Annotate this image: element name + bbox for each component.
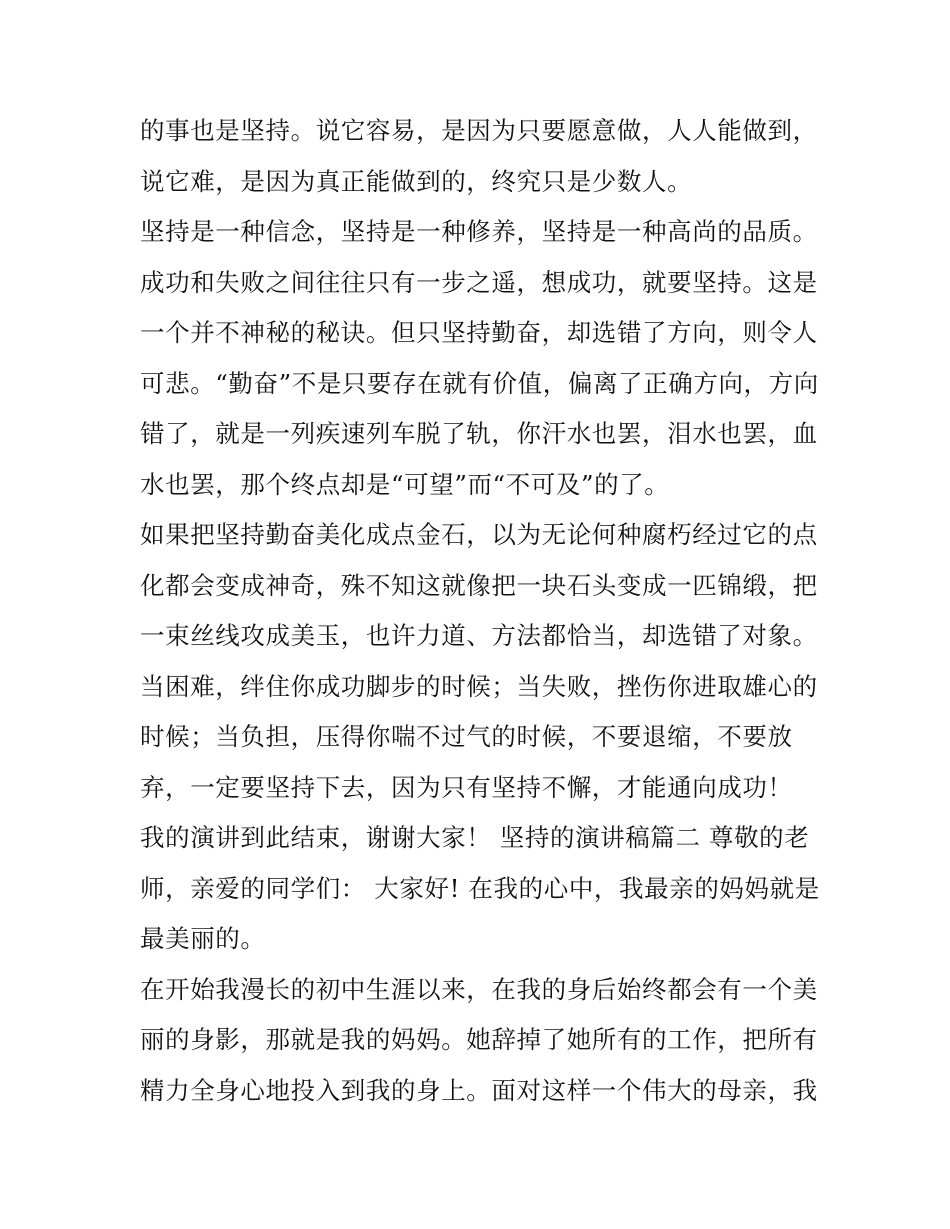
text-line: 可悲。“勤奋”不是只要存在就有价值，偏离了正确方向，方向	[140, 368, 819, 398]
text-line: 水也罢，那个终点却是“可望”而“不可及”的了。	[140, 469, 670, 499]
text-line: 错了，就是一列疾速列车脱了轨，你汗水也罢，泪水也罢，血	[140, 419, 818, 448]
text-line: 在开始我漫长的初中生涯以来，在我的身后始终都会有一个美	[140, 974, 818, 1004]
text-line: 成功和失败之间往往只有一步之遥，想成功，就要坚持。这是	[140, 267, 818, 297]
text-line: 如果把坚持勤奋美化成点金石，以为无论何种腐朽经过它的点	[140, 520, 818, 549]
text-line: 当困难，绊住你成功脚步的时候；当失败，挫伤你进取雄心的	[140, 671, 818, 701]
text-line: 我的演讲到此结束，谢谢大家！ 坚持的演讲稿篇二 尊敬的老	[140, 823, 810, 852]
text-line: 一束丝线攻成美玉，也许力道、方法都恰当，却选错了对象。	[140, 621, 818, 650]
body-text	[140, 106, 820, 1116]
text-line: 弃，一定要坚持下去，因为只有坚持不懈，才能通向成功！	[140, 772, 793, 802]
text-line: 一个并不神秘的秘诀。但只坚持勤奋，却选错了方向，则令人	[140, 318, 818, 347]
text-line: 时候；当负担，压得你喘不过气的时候，不要退缩，不要放	[140, 722, 793, 751]
text-line: 最美丽的。	[140, 924, 266, 953]
text-line: 丽的身影，那就是我的妈妈。她辞掉了她所有的工作，把所有	[140, 1025, 818, 1054]
text-line: 化都会变成神奇，殊不知这就像把一块石头变成一匹锦缎，把	[140, 570, 818, 600]
text-line: 的事也是坚持。说它容易，是因为只要愿意做，人人能做到，	[140, 116, 818, 145]
text-line: 师，亲爱的同学们： 大家好! 在我的心中，我最亲的妈妈就是	[140, 873, 820, 903]
text-line: 坚持是一种信念，坚持是一种修养，坚持是一种高尚的品质。	[140, 217, 818, 246]
text-line: 精力全身心地投入到我的身上。面对这样一个伟大的母亲，我	[140, 1075, 818, 1105]
text-line: 说它难，是因为真正能做到的，终究只是少数人。	[140, 166, 693, 196]
